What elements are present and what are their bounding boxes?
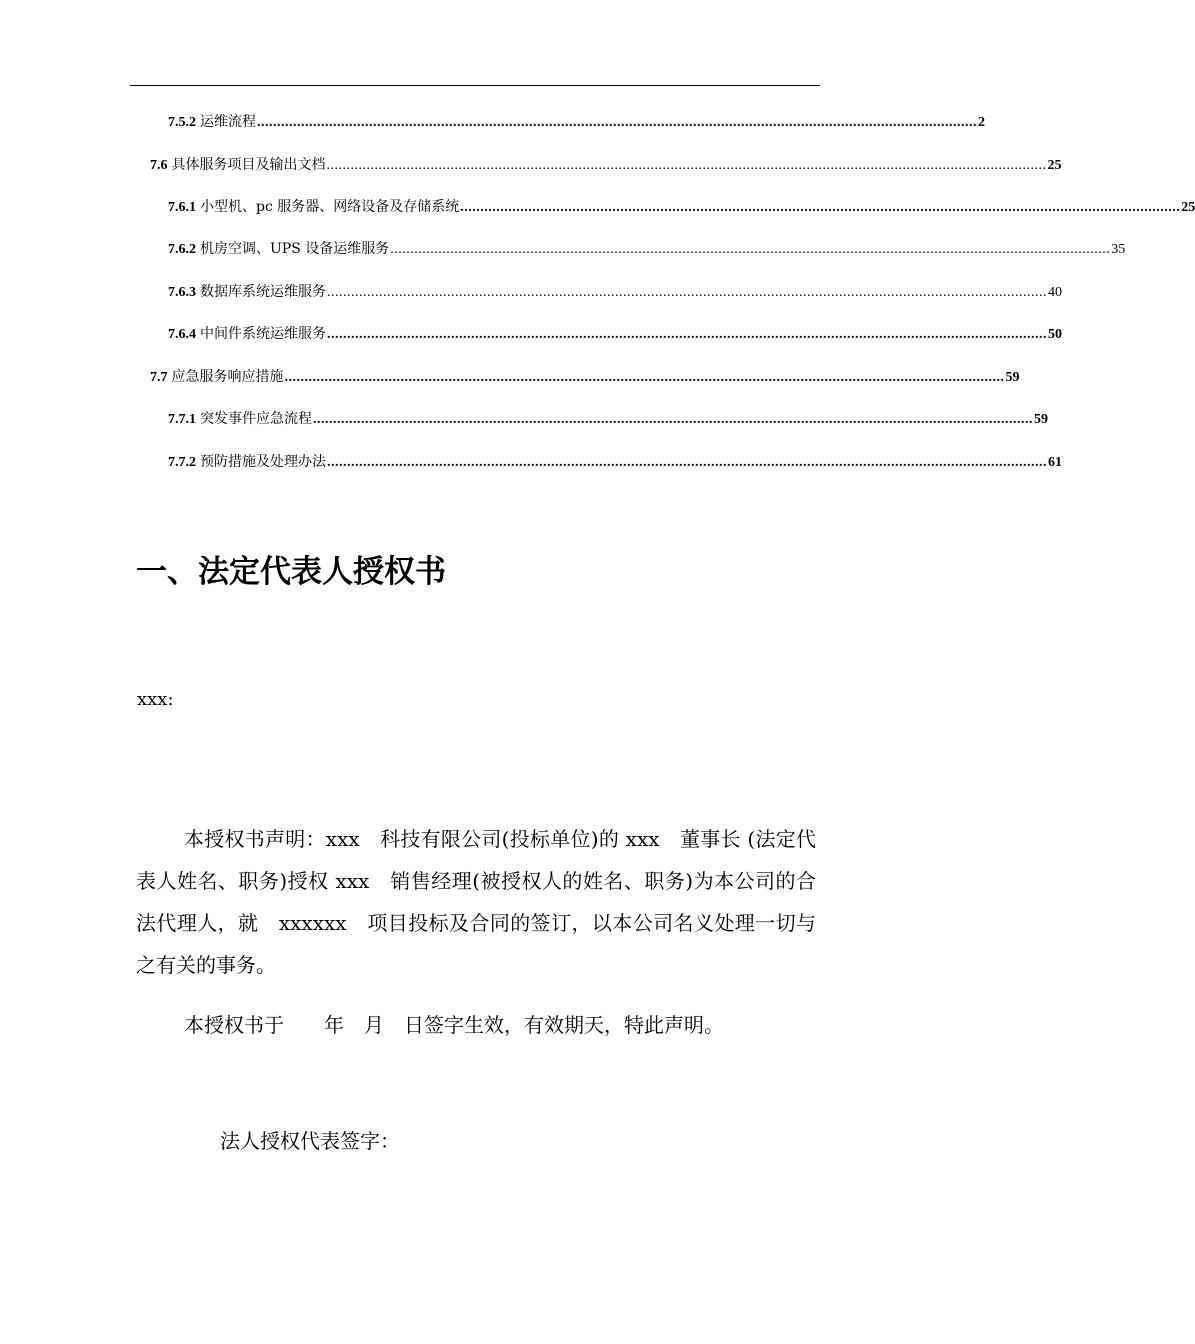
toc-title: 运维流程 <box>200 114 256 130</box>
authorization-statement-text: 本授权书声明：xxx 科技有限公司(投标单位)的 xxx 董事长 (法定代表人姓名、职务)授权 xxx 销售经理(被授权人的姓名、职务)为本公司的合法代理人，就 xxxxxx 项目投标及合同的签订，以本公司名义处理一切与之有关的事务。 <box>136 827 816 977</box>
toc-page-number: 25 <box>1181 200 1195 215</box>
toc-page-number: 61 <box>1048 455 1062 470</box>
toc-number: 7.5.2 <box>168 115 196 130</box>
toc-title: 应急服务响应措施 <box>171 369 284 385</box>
toc-entry[interactable] <box>168 410 1048 429</box>
toc-page-number: 25 <box>1047 158 1062 173</box>
toc-entry[interactable] <box>168 453 1062 472</box>
section-heading: 一、法定代表人授权书 <box>136 554 446 590</box>
toc-leader: .................................................................................................................................................................................... <box>326 158 1047 173</box>
toc-number: 7.6.1 <box>168 200 196 215</box>
toc-entry[interactable] <box>168 240 1126 259</box>
toc-number: 7.6.3 <box>168 285 196 300</box>
authorization-statement <box>136 818 816 986</box>
toc-page-number: 59 <box>1034 412 1048 427</box>
toc-title: 数据库系统运维服务 <box>200 284 326 300</box>
validity-statement-text: 本授权书于 年 月 日签字生效，有效期天，特此声明。 <box>184 1013 724 1037</box>
validity-statement <box>136 1004 816 1046</box>
toc-leader: .................................................................................................................................................................................... <box>460 200 1181 215</box>
toc-number: 7.6.4 <box>168 327 196 342</box>
toc-number: 7.7.2 <box>168 455 196 470</box>
toc-title: 具体服务项目及输出文档 <box>171 157 326 173</box>
toc-number: 7.7.1 <box>168 412 196 427</box>
toc-page-number: 50 <box>1048 327 1062 342</box>
toc-page-number: 35 <box>1111 242 1126 257</box>
toc-title: 突发事件应急流程 <box>200 411 312 427</box>
toc-leader: .................................................................................................................................................................................... <box>327 327 1047 342</box>
toc-entry[interactable] <box>150 156 1062 175</box>
toc-entry[interactable] <box>168 198 1195 217</box>
toc-title: 小型机、pc 服务器、网络设备及存储系统 <box>200 199 460 215</box>
toc-title: 中间件系统运维服务 <box>200 326 326 342</box>
toc-page-number: 40 <box>1048 285 1062 300</box>
toc-page-number: 2 <box>978 115 985 130</box>
header-rule <box>130 85 820 86</box>
toc-number: 7.7 <box>150 370 168 385</box>
toc-entry[interactable] <box>168 113 985 132</box>
toc-leader: .................................................................................................................................................................................... <box>257 115 977 130</box>
toc-title: 机房空调、UPS 设备运维服务 <box>200 241 390 257</box>
toc-number: 7.6.2 <box>168 242 196 257</box>
toc-leader: .................................................................................................................................................................................... <box>313 412 1033 427</box>
toc-entry[interactable] <box>168 325 1062 344</box>
toc-entry[interactable] <box>150 368 1020 387</box>
toc-leader: .................................................................................................................................................................................... <box>327 285 1047 300</box>
toc-entry[interactable] <box>168 283 1062 302</box>
toc-leader: .................................................................................................................................................................................... <box>327 455 1047 470</box>
toc-leader: .................................................................................................................................................................................... <box>390 242 1111 257</box>
toc-title: 预防措施及处理办法 <box>200 454 326 470</box>
salutation: xxx: <box>137 689 174 710</box>
toc-page-number: 59 <box>1005 370 1020 385</box>
toc-leader: .................................................................................................................................................................................... <box>284 370 1005 385</box>
toc-number: 7.6 <box>150 158 168 173</box>
signature-label: 法人授权代表签字： <box>220 1129 400 1153</box>
